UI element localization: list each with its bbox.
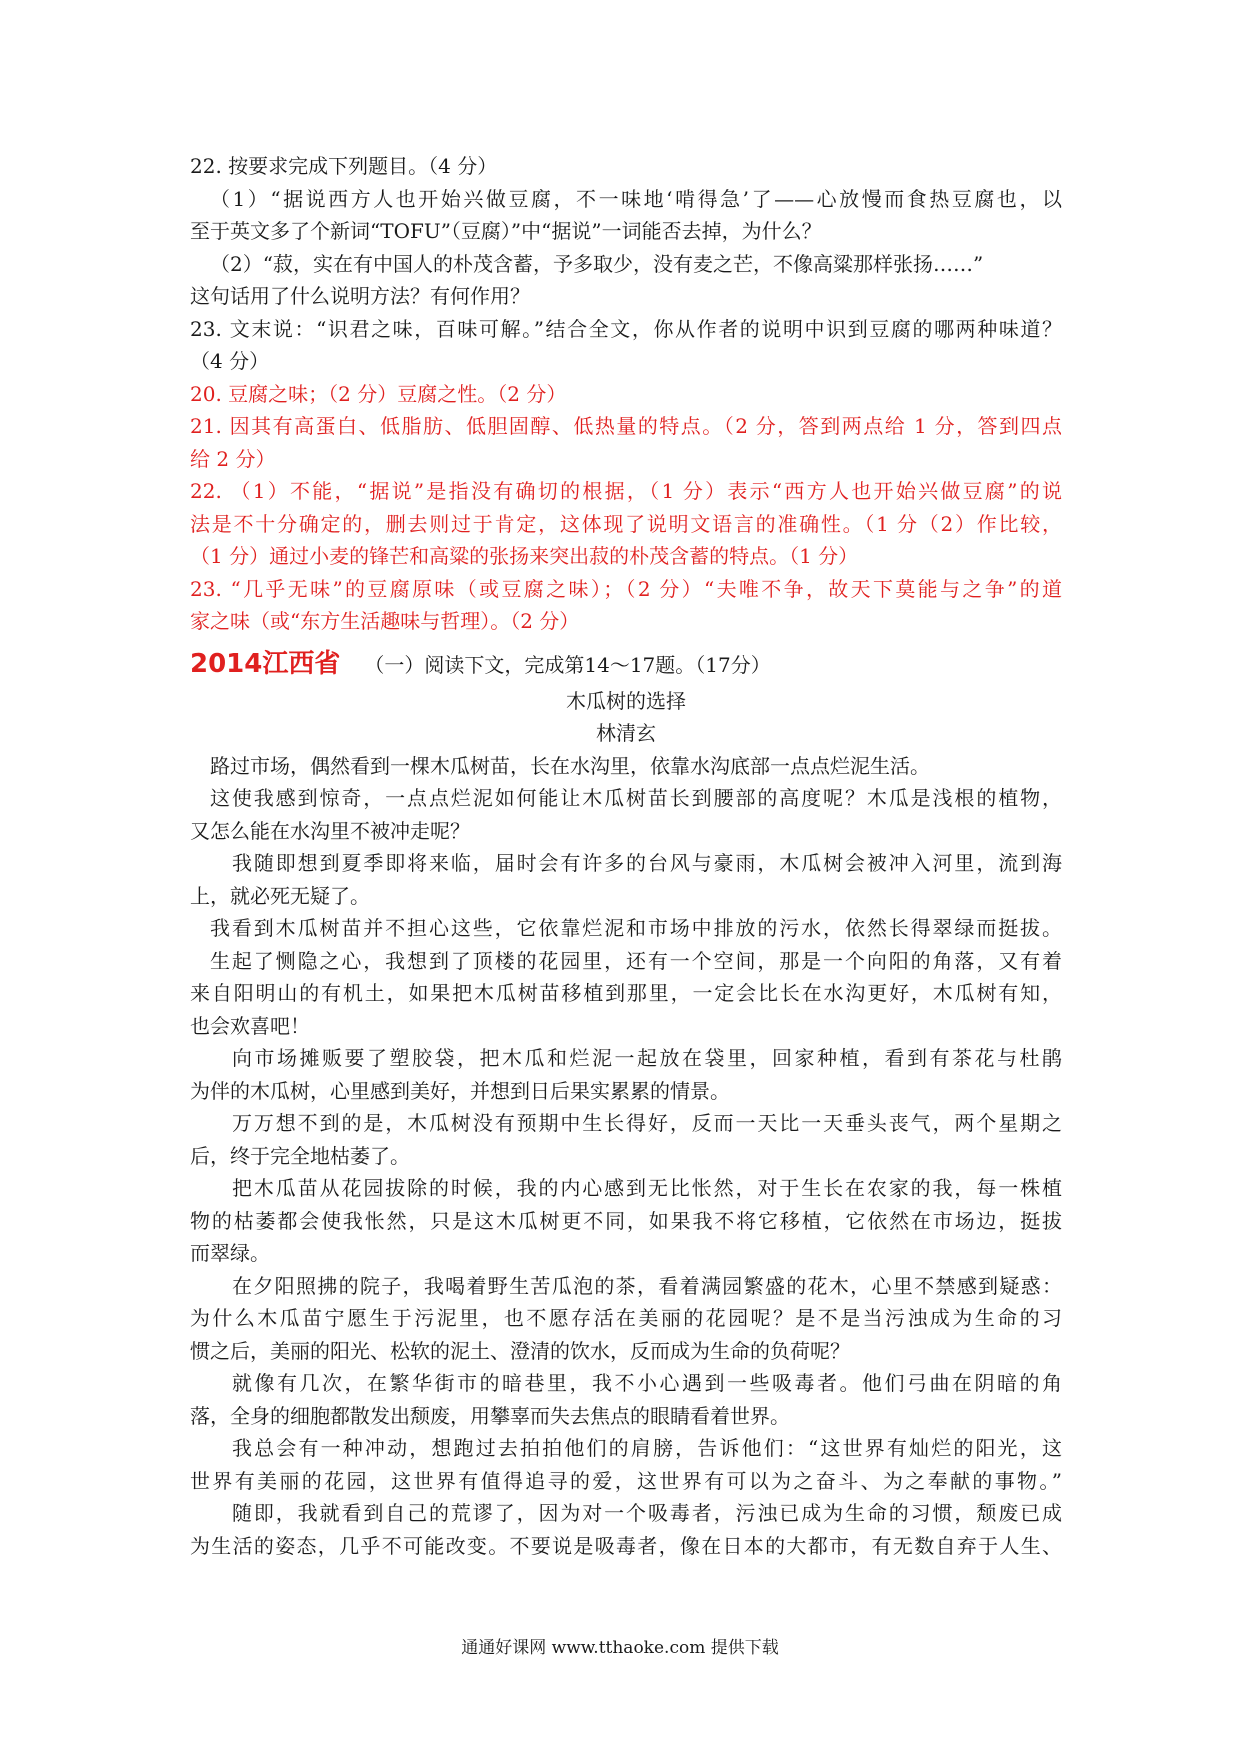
article-paragraph-cont: 又怎么能在水沟里不被冲走呢？ [190, 818, 470, 843]
answer-22-line2: 法是不十分确定的，删去则过于肯定，这体现了说明文语言的准确性。（1 分（2）作比较， [190, 511, 1062, 536]
article-paragraph: 路过市场，偶然看到一棵木瓜树苗，长在水沟里，依靠水沟底部一点点烂泥生活。 [210, 753, 930, 778]
page-footer: 通通好课网 www.tthaoke.com 提供下载 [461, 1638, 779, 1658]
answer-21-line2: 给 2 分） [190, 446, 276, 471]
article-paragraph: 我随即想到夏季即将来临，届时会有许多的台风与豪雨，木瓜树会被冲入河里，流到海 [232, 851, 1062, 875]
article-author: 林清玄 [596, 721, 656, 745]
article-paragraph-cont: 落，全身的细胞都散发出颓废，用攀辜而失去焦点的眼睛看着世界。 [190, 1403, 790, 1428]
q23-line2: （4 分） [190, 349, 270, 373]
article-paragraph: 把木瓜苗从花园拔除的时候，我的内心感到无比怅然，对于生长在农家的我，每一株植 [232, 1176, 1062, 1200]
answer-20: 20. 豆腐之味；（2 分）豆腐之性。（2 分） [190, 381, 567, 406]
article-paragraph-cont: 为生活的姿态，几乎不可能改变。不要说是吸毒者，像在日本的大都市，有无数自弃于人生、 [190, 1533, 1062, 1558]
article-paragraph: 随即，我就看到自己的荒谬了，因为对一个吸毒者，污浊已成为生命的习惯，颓废已成 [232, 1501, 1062, 1525]
article-paragraph: 这使我感到惊奇，一点点烂泥如何能让木瓜树苗长到腰部的高度呢？木瓜是浅根的植物， [210, 786, 1062, 810]
section-task: （一）阅读下文，完成第14～17题。（17分） [364, 652, 771, 677]
article-paragraph-cont: 而翠绿。 [190, 1241, 270, 1265]
article-paragraph-cont: 也会欢喜吧！ [190, 1013, 310, 1038]
answer-23-line1: 23. “几乎无味”的豆腐原味（或豆腐之味）；（2 分）“夫唯不争，故天下莫能与之争”的道 [190, 576, 1062, 601]
q22-2-line1: （2）“菽，实在有中国人的朴茂含蓄，予多取少，没有麦之芒，不像高粱那样张扬……” [210, 251, 984, 276]
q22-1-line2: 至于英文多了个新词“TOFU”（豆腐）”中“据说”一词能否去掉，为什么？ [190, 219, 822, 243]
article-paragraph-cont: 为什么木瓜苗宁愿生于污泥里，也不愿存活在美丽的花园呢？是不是当污浊成为生命的习 [190, 1306, 1062, 1330]
q22-2-line2: 这句话用了什么说明方法？有何作用？ [190, 284, 530, 308]
article-paragraph: 我总会有一种冲动，想跑过去拍拍他们的肩膀，告诉他们：“这世界有灿烂的阳光，这 [232, 1436, 1062, 1460]
article-paragraph-cont: 惯之后，美丽的阳光、松软的泥土、澄清的饮水，反而成为生命的负荷呢？ [190, 1338, 850, 1363]
article-paragraph: 向市场摊贩要了塑胶袋，把木瓜和烂泥一起放在袋里，回家种植，看到有茶花与杜鹃 [232, 1046, 1062, 1070]
article-paragraph-cont: 上，就必死无疑了。 [190, 883, 370, 908]
q23-line1: 23. 文末说：“识君之味，百味可解。”结合全文，你从作者的说明中识到豆腐的哪两种味道？ [190, 316, 1062, 341]
article-paragraph-cont: 来自阳明山的有机土，如果把木瓜树苗移植到那里，一定会比长在水沟更好，木瓜树有知， [190, 981, 1062, 1005]
article-title: 木瓜树的选择 [566, 688, 686, 713]
answer-23-line2: 家之味（或“东方生活趣味与哲理）。（2 分） [190, 609, 580, 633]
q22-1-line1: （1）“据说西方人也开始兴做豆腐，不一味地‘啃得急’了——心放慢而食热豆腐也，以 [210, 186, 1062, 211]
article-paragraph: 万万想不到的是，木瓜树没有预期中生长得好，反而一天比一天垂头丧气，两个星期之 [232, 1111, 1062, 1135]
article-paragraph-cont: 后，终于完全地枯萎了。 [190, 1143, 410, 1168]
article-paragraph-cont: 为伴的木瓜树，心里感到美好，并想到日后果实累累的情景。 [190, 1078, 730, 1103]
article-paragraph: 就像有几次，在繁华街市的暗巷里，我不小心遇到一些吸毒者。他们弓曲在阴暗的角 [232, 1371, 1062, 1395]
article-paragraph: 我看到木瓜树苗并不担心这些，它依靠烂泥和市场中排放的污水，依然长得翠绿而挺拔。 [210, 916, 1062, 940]
answer-22-line1: 22. （1）不能，“据说”是指没有确切的根据，（1 分）表示“西方人也开始兴做豆腐”的说 [190, 479, 1062, 503]
article-paragraph: 生起了恻隐之心，我想到了顶楼的花园里，还有一个空间，那是一个向阳的角落，又有着 [210, 948, 1062, 973]
article-paragraph-cont: 物的枯萎都会使我怅然，只是这木瓜树更不同，如果我不将它移植，它依然在市场边，挺拔 [190, 1208, 1062, 1233]
article-paragraph-cont: 世界有美丽的花园，这世界有值得追寻的爱，这世界有可以为之奋斗、为之奉献的事物。” [190, 1468, 1062, 1493]
article-paragraph: 在夕阳照拂的院子，我喝着野生苦瓜泡的茶，看着满园繁盛的花木，心里不禁感到疑惑： [232, 1273, 1062, 1298]
answer-21-line1: 21. 因其有高蛋白、低脂肪、低胆固醇、低热量的特点。（2 分，答到两点给 1 分，答到四点 [190, 414, 1062, 438]
answer-22-line3: （1 分）通过小麦的锋芒和高粱的张扬来突出菽的朴茂含蓄的特点。（1 分） [190, 544, 859, 568]
q22-title: 22. 按要求完成下列题目。（4 分） [190, 154, 498, 178]
section-year-region: 2014江西省 [190, 648, 341, 679]
section-heading [190, 644, 1062, 685]
page-body [190, 150, 1062, 1562]
